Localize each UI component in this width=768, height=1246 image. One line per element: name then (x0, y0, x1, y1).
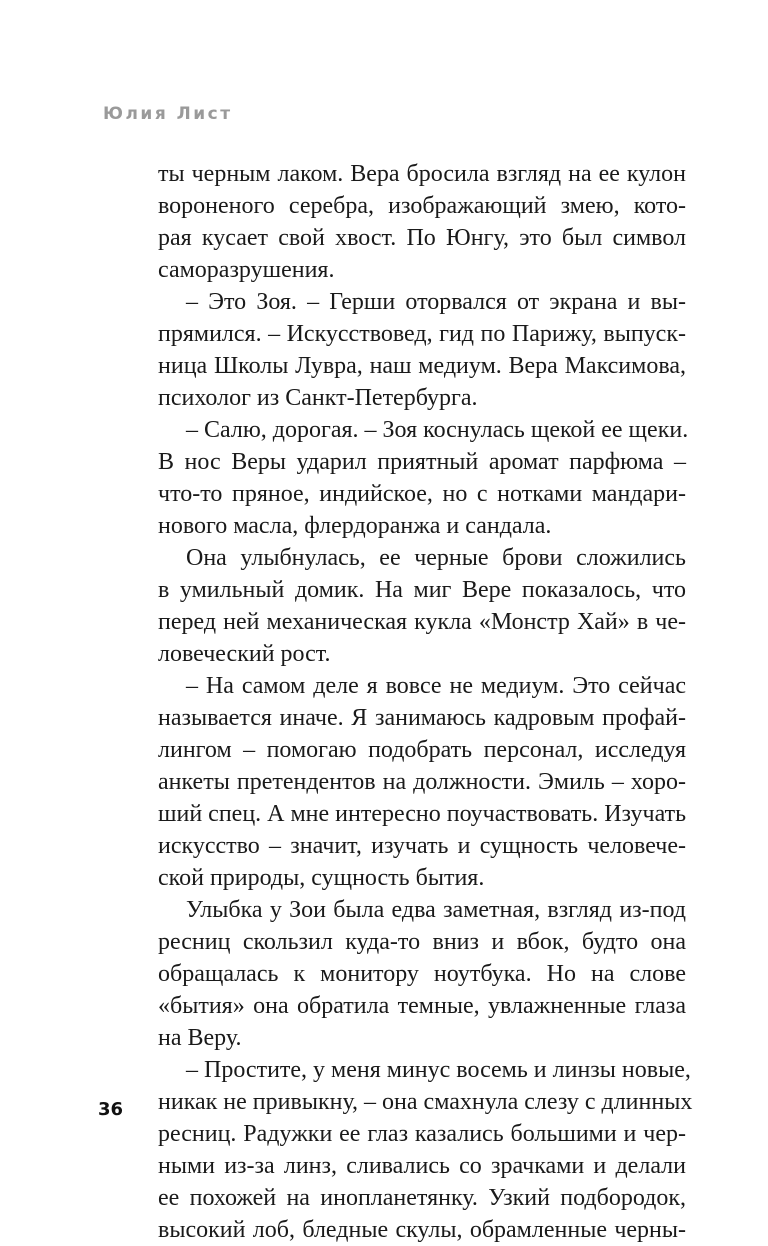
text-line: ской природы, сущность бытия. (158, 865, 485, 891)
text-line: обращалась к монитору ноутбука. Но на слове (158, 961, 686, 987)
text-line: вороненого серебра, изображающий змею, кото- (158, 193, 686, 219)
text-line: рая кусает свой хвост. По Юнгу, это был символ (158, 225, 686, 251)
text-line: ресниц скользил куда-то вниз и вбок, будто она (158, 929, 686, 955)
text-line: высокий лоб, бледные скулы, обрамленные черны- (158, 1217, 686, 1243)
text-line: анкеты претендентов на должности. Эмиль – хоро- (158, 769, 686, 795)
text-line: что-то пряное, индийское, но с нотками мандари- (158, 481, 686, 507)
text-line: на Веру. (158, 1025, 242, 1051)
text-line: В нос Веры ударил приятный аромат парфюма – (158, 449, 686, 475)
text-line: нового масла, флердоранжа и сандала. (158, 513, 552, 539)
text-line: лингом – помогаю подобрать персонал, исследуя (158, 737, 686, 763)
text-line: саморазрушения. (158, 257, 335, 283)
text-line: Улыбка у Зои была едва заметная, взгляд из-под (186, 897, 686, 923)
body-text (158, 158, 693, 1246)
text-line: ными из-за линз, сливались со зрачками и делали (158, 1153, 686, 1179)
text-line: – На самом деле я вовсе не медиум. Это сейчас (186, 673, 686, 699)
text-line: перед ней механическая кукла «Монстр Хай» в че- (158, 609, 686, 635)
text-line: ресниц. Радужки ее глаз казались большими и чер- (158, 1121, 686, 1147)
text-line: – Простите, у меня минус восемь и линзы новые, (186, 1057, 691, 1083)
text-line: в умильный домик. На миг Вере показалось, что (158, 577, 686, 603)
text-line: никак не привыкну, – она смахнула слезу с длинных (158, 1089, 693, 1115)
text-line: искусство – значит, изучать и сущность человече- (158, 833, 686, 859)
running-head: Юлия Лист (103, 104, 233, 124)
text-line: – Салю, дорогая. – Зоя коснулась щекой ее щеки. (186, 417, 689, 443)
text-line: – Это Зоя. – Герши оторвался от экрана и вы- (186, 289, 686, 315)
text-line: называется иначе. Я занимаюсь кадровым профай- (158, 705, 686, 731)
text-line: «бытия» она обратила темные, увлажненные глаза (158, 993, 686, 1019)
text-line: ший спец. А мне интересно поучаствовать. Изучать (158, 801, 687, 827)
text-line: прямился. – Искусствовед, гид по Парижу, выпуск- (158, 321, 686, 347)
text-line: Она улыбнулась, ее черные брови сложились (186, 545, 686, 571)
text-line: психолог из Санкт-Петербурга. (158, 385, 478, 411)
text-line: ты черным лаком. Вера бросила взгляд на ее кулон (158, 161, 686, 187)
text-line: ее похожей на инопланетянку. Узкий подбородок, (158, 1185, 686, 1211)
page-number: 36 (98, 1099, 124, 1120)
text-line: ловеческий рост. (158, 641, 331, 667)
text-line: ница Школы Лувра, наш медиум. Вера Максимова, (158, 353, 686, 379)
